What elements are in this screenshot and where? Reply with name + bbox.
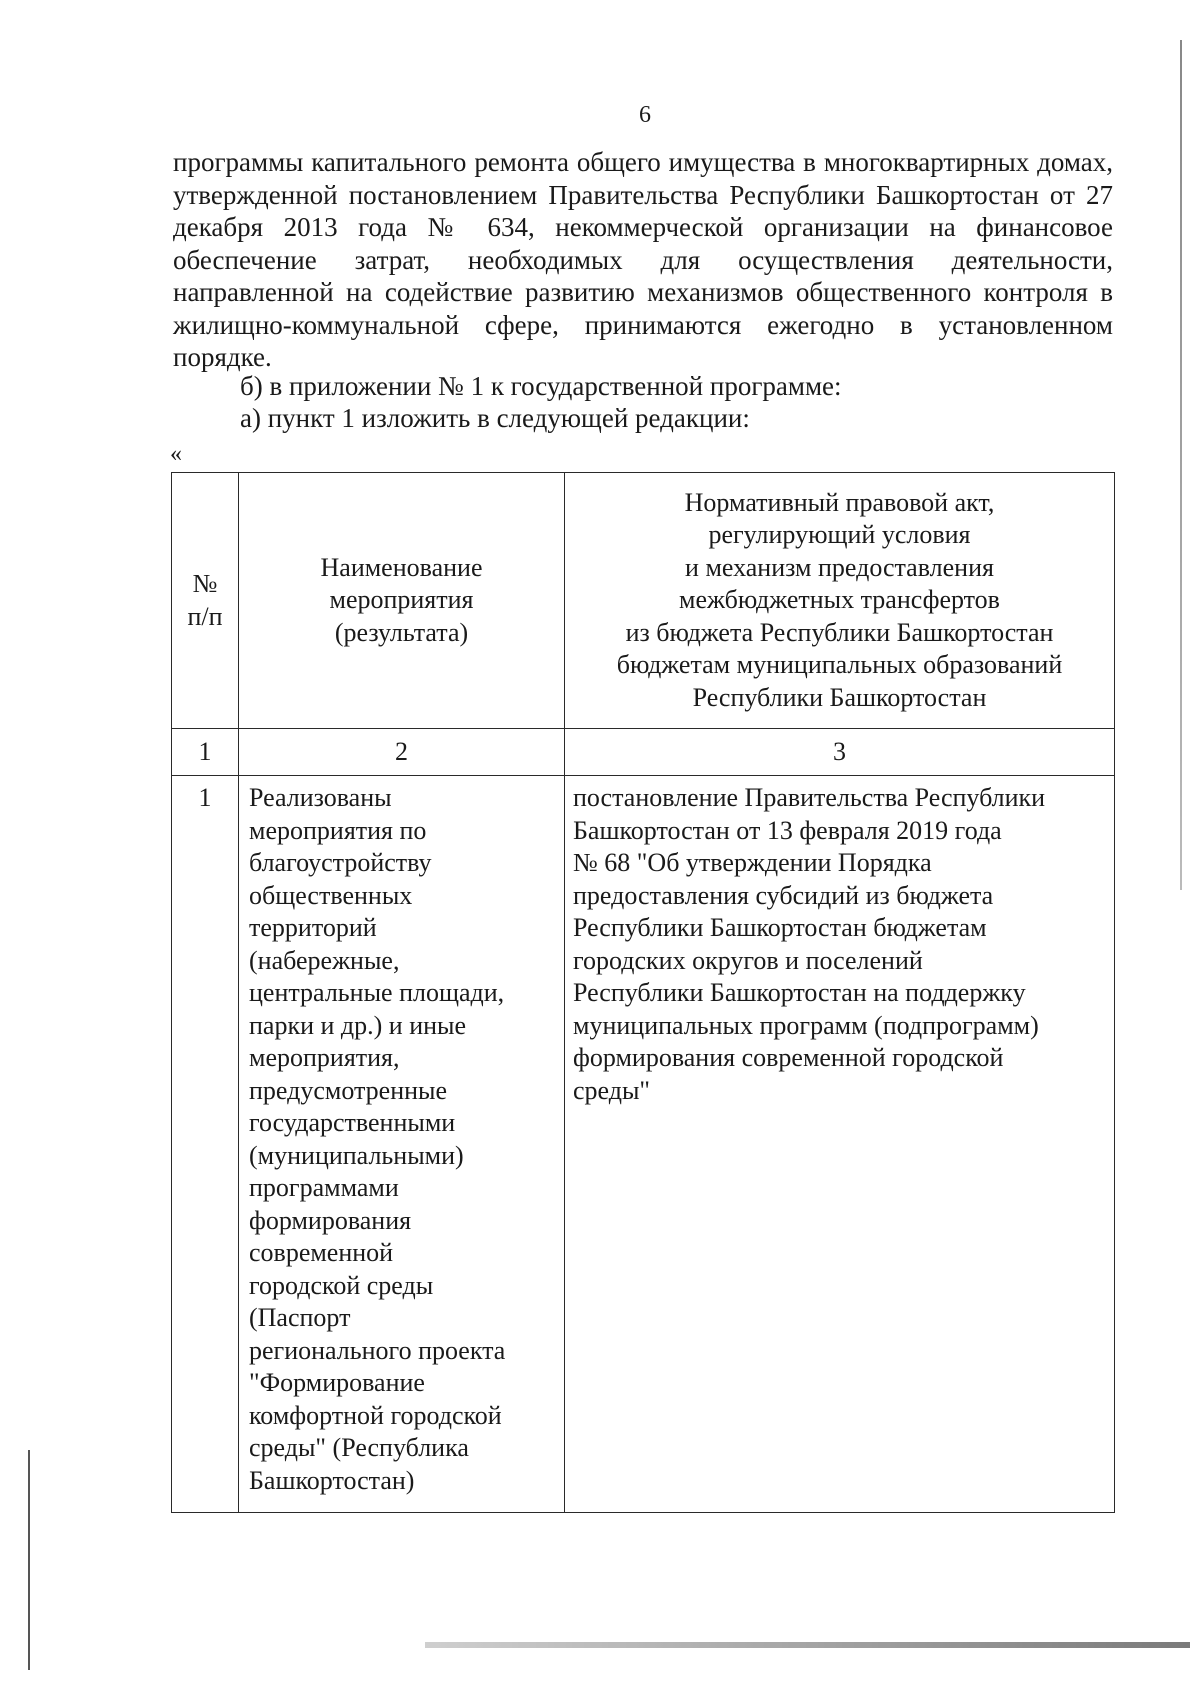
scan-edge-shadow: [425, 1642, 1190, 1648]
column-number-row: [172, 729, 1115, 776]
header-act: Нормативный правовой акт, регулирующий условия и механизм предоставления межбюджетных трансфертов из бюджета Республики Башкортостан бюджетам муниципальных образований Республики Башкортостан: [565, 473, 1115, 729]
column-number: 2: [239, 729, 565, 776]
column-number: 3: [565, 729, 1115, 776]
row-legal-act: постановление Правительства Республики Башкортостан от 13 февраля 2019 года № 68 "Об утверждении Порядка предоставления субсидий из бюджета Республики Башкортостан бюджетам городских округов и поселений Республики Башкортостан на поддержку муниципальных программ (подпрограмм) формирования современной городской среды": [565, 776, 1115, 1513]
scan-margin-line: [28, 1450, 30, 1670]
clause-a-line: а) пункт 1 изложить в следующей редакции:: [240, 403, 750, 433]
table-row: [172, 776, 1115, 1513]
table-header-row: [172, 473, 1115, 729]
body-paragraph: программы капитального ремонта общего имущества в многоквартирных домах, утвержденной постановлением Правительства Республики Башкортостан от 27 декабря 2013 года № 634, некоммерческой организации на финансовое обеспечение затрат, необходимых для осуществления деятельности, направленной на содействие развитию механизмов общественного контроля в жилищно-коммунальной сфере, принимаются ежегодно в установленном порядке.: [173, 147, 1113, 372]
opening-quote: «: [170, 441, 182, 467]
clause-b-line: б) в приложении № 1 к государственной программе:: [240, 371, 842, 401]
header-name: Наименование мероприятия (результата): [239, 473, 565, 729]
header-number: № п/п: [172, 473, 239, 729]
measures-table: [171, 472, 1115, 1513]
row-number: 1: [172, 776, 239, 1513]
scan-margin-line: [1180, 40, 1182, 890]
row-measure-name: Реализованы мероприятия по благоустройству общественных территорий (набережные, центральные площади, парки и др.) и иные мероприятия, предусмотренные государственными (муниципальными) программами формирования современной городской среды (Паспорт регионального проекта "Формирование комфортной городской среды" (Республика Башкортостан): [239, 776, 565, 1513]
page-number: 6: [639, 102, 651, 128]
column-number: 1: [172, 729, 239, 776]
